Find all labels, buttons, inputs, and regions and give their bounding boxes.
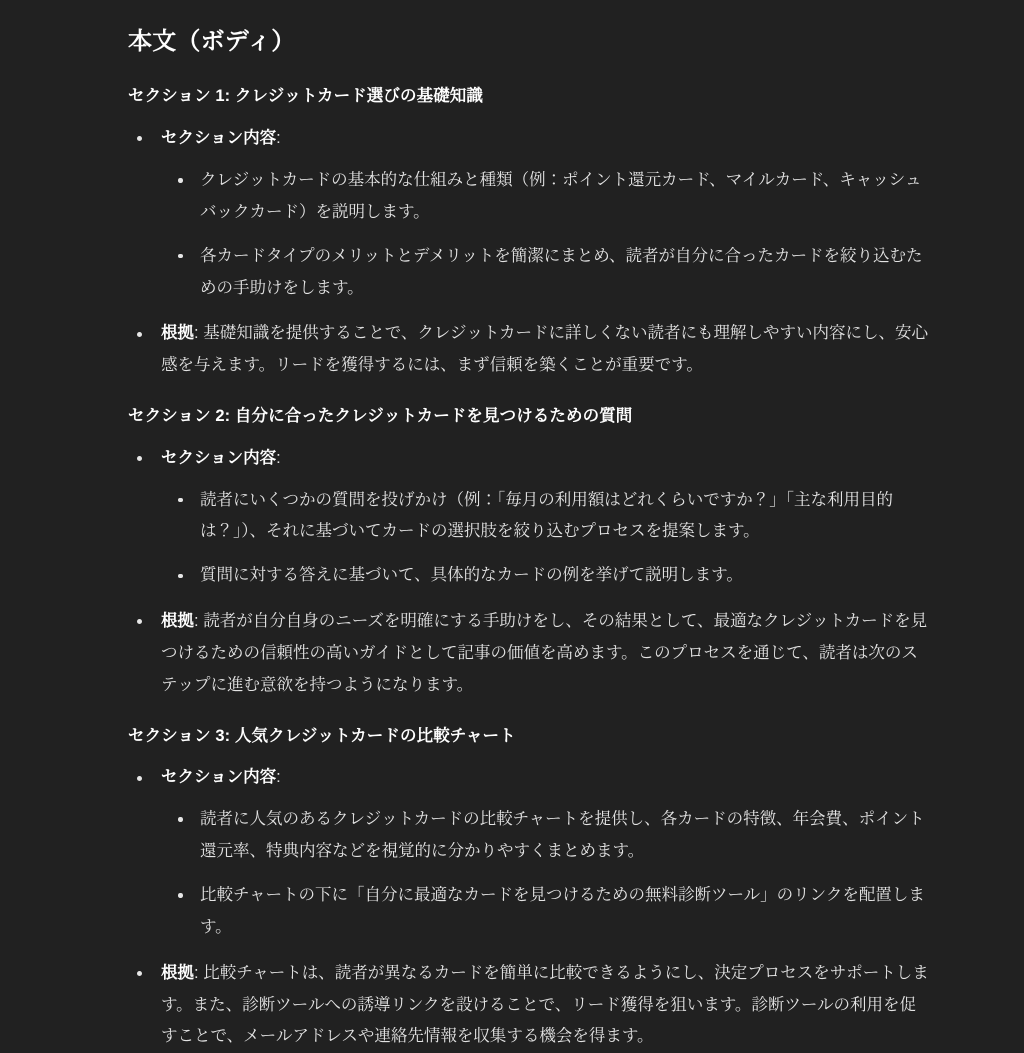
bullet-dot-icon xyxy=(137,776,142,781)
list-item-section-content xyxy=(128,443,930,592)
list-item-rationale xyxy=(128,318,930,382)
bullet-dot-icon xyxy=(137,971,142,976)
content-label: セクション内容 xyxy=(161,129,277,148)
label-colon: : xyxy=(276,448,281,467)
rationale-label: 根拠 xyxy=(161,963,194,982)
label-colon: : xyxy=(194,612,199,631)
page-title: 本文（ボディ） xyxy=(128,28,296,55)
section-outline-list xyxy=(128,123,930,382)
rationale-text: 基礎知識を提供することで、クレジットカードに詳しくない読者にも理解しやすい内容にし、安心感を与えます。リードを獲得するには、まず信頼を築くことが重要です。 xyxy=(161,324,928,375)
list-item xyxy=(170,804,930,868)
content-label: セクション内容 xyxy=(161,768,277,787)
section-outline-list xyxy=(128,443,930,702)
list-item xyxy=(170,485,930,549)
list-item-section-content xyxy=(128,762,930,943)
section-outline-list xyxy=(128,762,930,1053)
section-heading: セクション 2: 自分に合ったクレジットカードを見つけるための質問 xyxy=(128,407,633,426)
section-block xyxy=(128,404,930,702)
label-colon: : xyxy=(194,963,199,982)
list-item-text: 読者にいくつかの質問を投げかけ（例：「毎月の利用額はどれくらいですか？」「主な利用目的は？」）、それに基づいてカードの選択肢を絞り込むプロセスを提案します。 xyxy=(200,490,893,541)
list-item-rationale xyxy=(128,958,930,1053)
list-item-text: 質問に対する答えに基づいて、具体的なカードの例を挙げて説明します。 xyxy=(200,566,743,585)
list-item-text: 各カードタイプのメリットとデメリットを簡潔にまとめ、読者が自分に合ったカードを絞り込むための手助けをします。 xyxy=(200,246,923,297)
list-item xyxy=(170,165,930,229)
list-item-text: 比較チャートの下に「自分に最適なカードを見つけるための無料診断ツール」のリンクを配置します。 xyxy=(200,885,925,936)
section-block xyxy=(128,84,930,382)
section-content-sublist xyxy=(170,485,930,593)
section-block xyxy=(128,724,930,1053)
bullet-dot-icon xyxy=(178,893,183,898)
list-item xyxy=(170,560,930,592)
list-item-text: クレジットカードの基本的な仕組みと種類（例：ポイント還元カード、マイルカード、キャッシュバックカード）を説明します。 xyxy=(200,170,922,221)
bullet-dot-icon xyxy=(137,136,142,141)
bullet-dot-icon xyxy=(178,817,183,822)
rationale-label: 根拠 xyxy=(161,612,194,631)
bullet-dot-icon xyxy=(137,456,142,461)
bullet-dot-icon xyxy=(178,178,183,183)
rationale-label: 根拠 xyxy=(161,324,194,343)
bullet-dot-icon xyxy=(178,574,183,579)
label-colon: : xyxy=(276,129,281,148)
list-item-section-content xyxy=(128,123,930,304)
list-item xyxy=(170,241,930,305)
list-item-text: 読者に人気のあるクレジットカードの比較チャートを提供し、各カードの特徴、年会費、ポイント還元率、特典内容などを視覚的に分かりやすくまとめます。 xyxy=(200,810,925,861)
section-heading: セクション 1: クレジットカード選びの基礎知識 xyxy=(128,87,484,106)
list-item xyxy=(170,880,930,944)
label-colon: : xyxy=(276,768,281,787)
label-colon: : xyxy=(194,324,199,343)
rationale-text: 読者が自分自身のニーズを明確にする手助けをし、その結果として、最適なクレジットカードを見つけるための信頼性の高いガイドとして記事の価値を高めます。このプロセスを通じて、読者は次のステップに進む意欲を持つようになります。 xyxy=(161,612,928,694)
content-label: セクション内容 xyxy=(161,448,277,467)
section-content-sublist xyxy=(170,165,930,304)
rationale-text: 比較チャートは、読者が異なるカードを簡単に比較できるようにし、決定プロセスをサポートします。また、診断ツールへの誘導リンクを設けることで、リード獲得を狙います。診断ツールの利用を促すことで、メールアドレスや連絡先情報を収集する機会を得ます。 xyxy=(161,963,929,1046)
list-item-rationale xyxy=(128,606,930,702)
section-content-sublist xyxy=(170,804,930,943)
section-heading: セクション 3: 人気クレジットカードの比較チャート xyxy=(128,726,516,745)
bullet-dot-icon xyxy=(178,498,183,503)
bullet-dot-icon xyxy=(137,619,142,624)
bullet-dot-icon xyxy=(178,254,183,259)
bullet-dot-icon xyxy=(137,332,142,337)
